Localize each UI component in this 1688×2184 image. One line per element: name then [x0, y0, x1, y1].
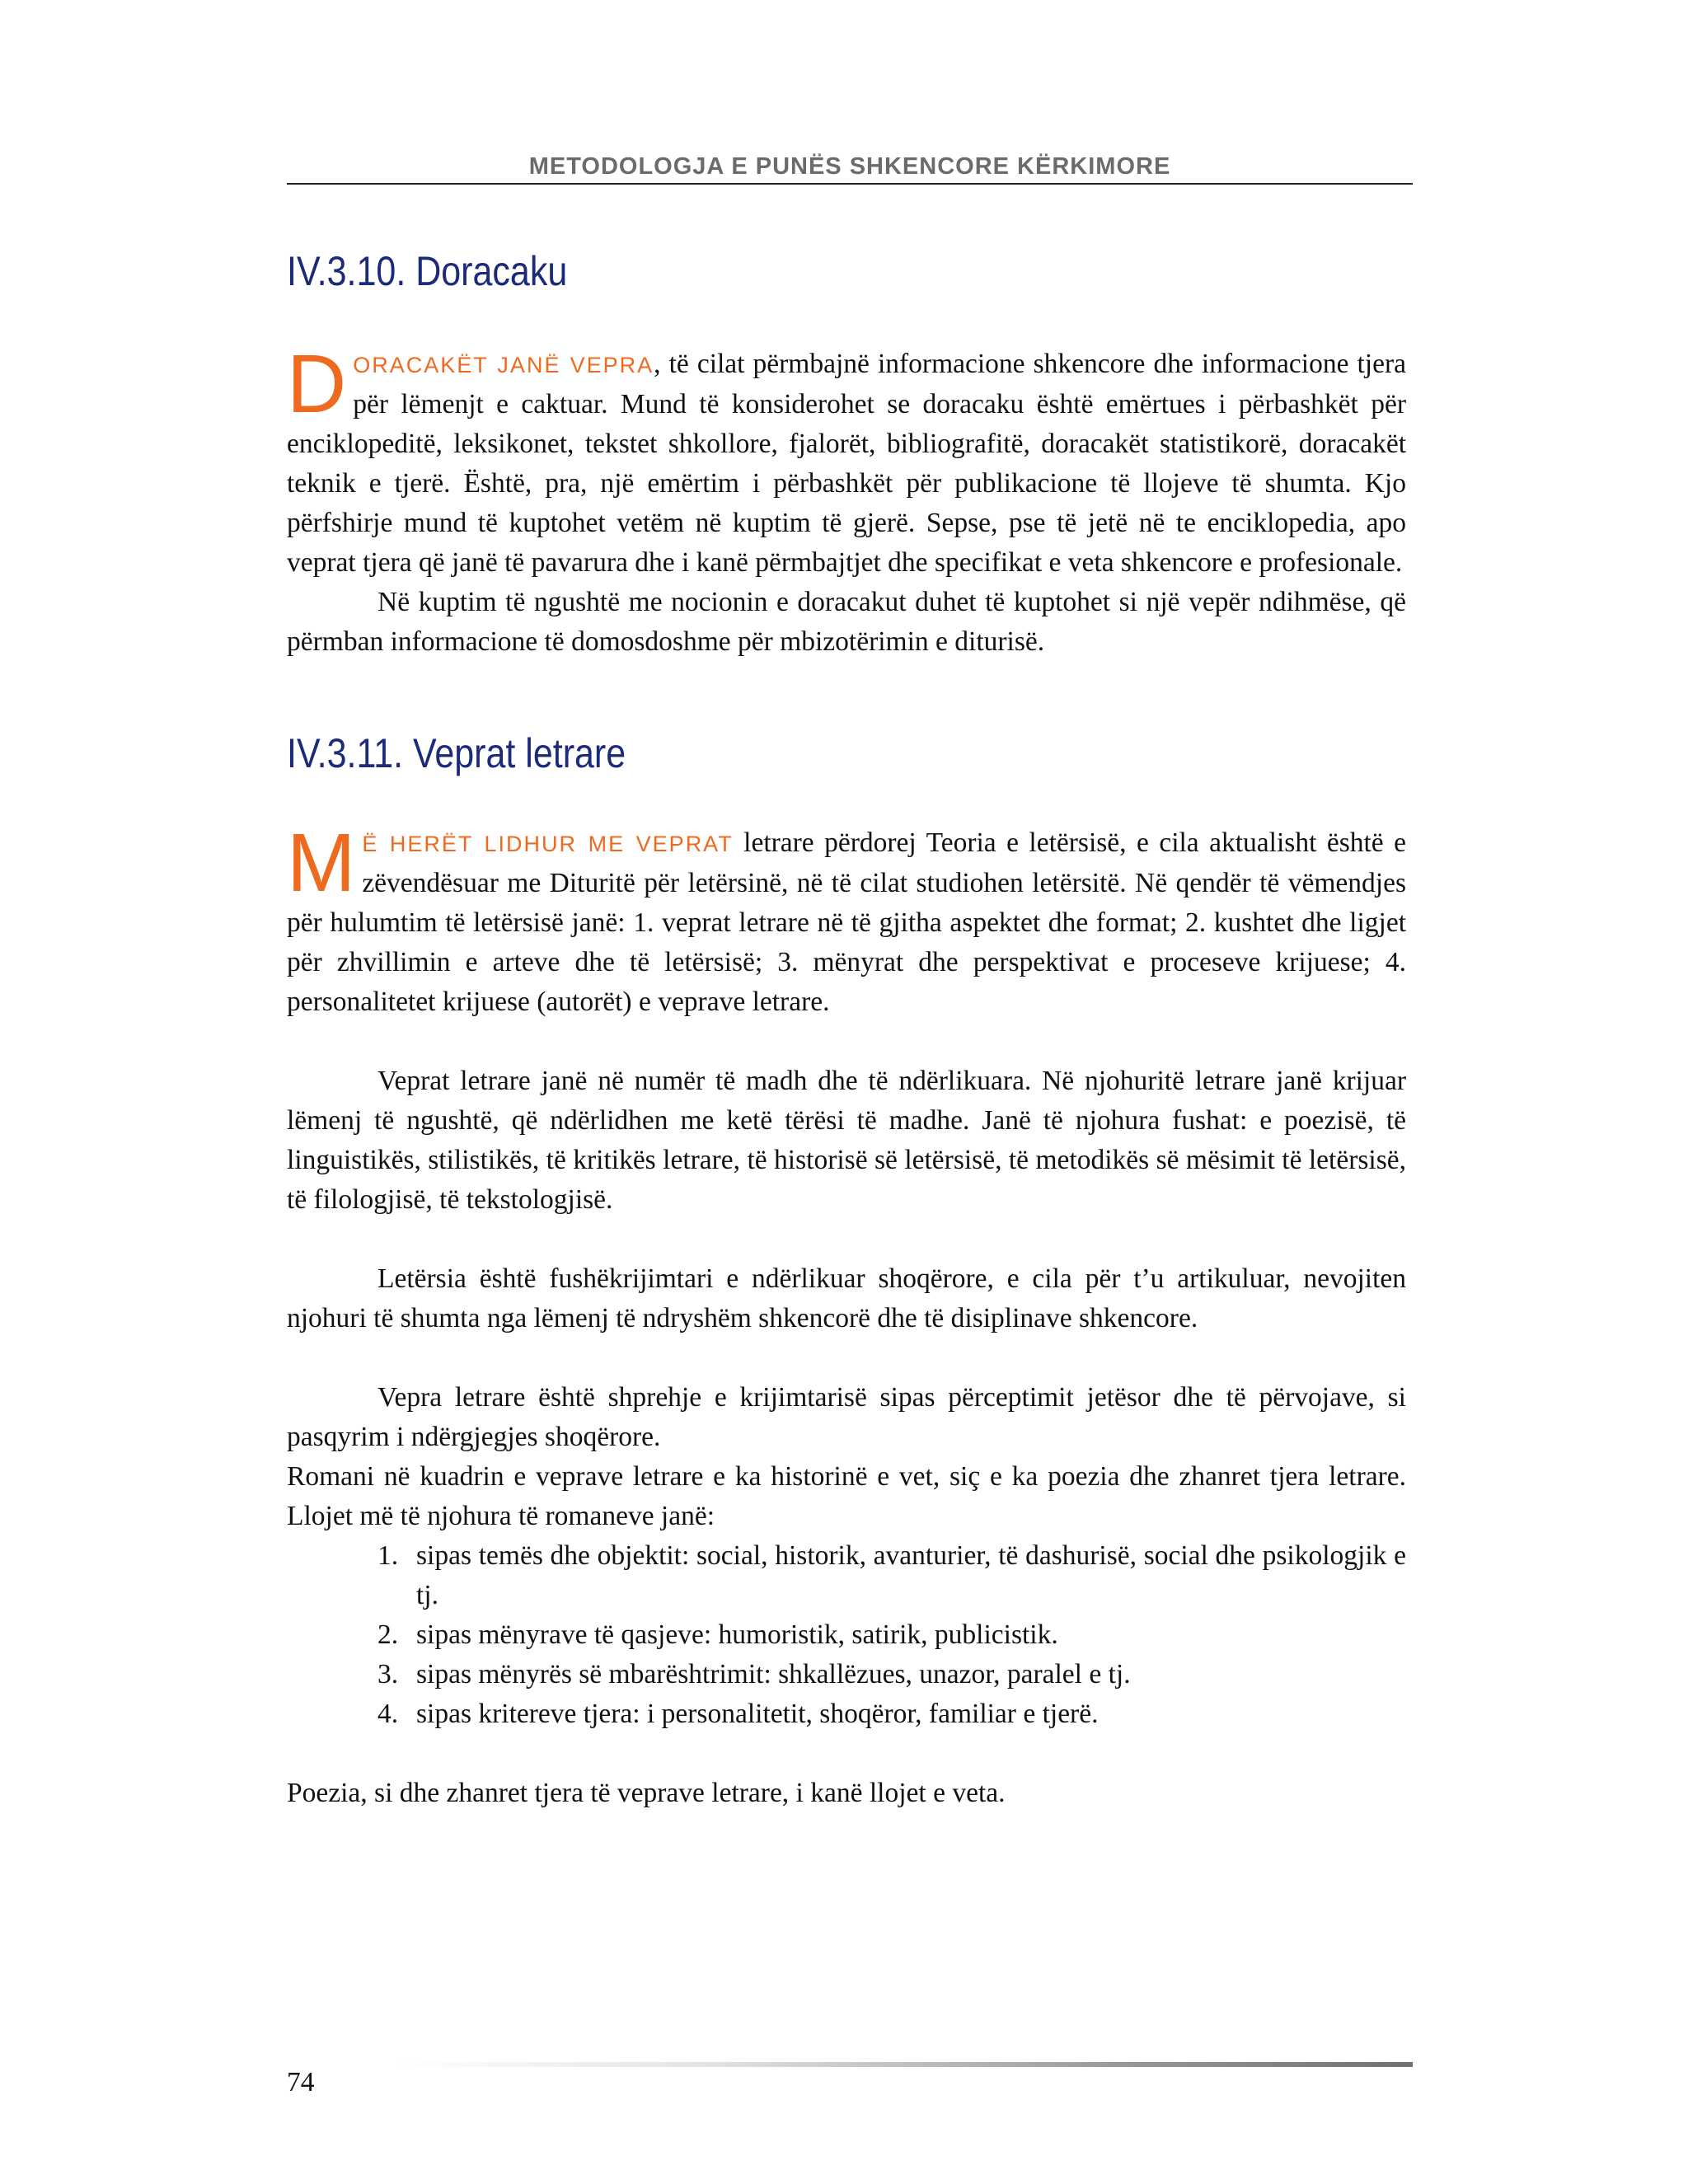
list-text: sipas mënyrave të qasjeve: humoristik, satirik, publicistik.	[416, 1619, 1058, 1650]
novel-types-list	[287, 1536, 1406, 1734]
list-number: 1.	[377, 1540, 399, 1571]
section-heading-doracaku: IV.3.10. Doracaku	[287, 248, 568, 294]
page-content	[287, 239, 1406, 1813]
list-number: 2.	[377, 1619, 399, 1650]
paragraph-text: letrare përdorej Teoria e letërsisë, e cila aktualisht është e zëvendësuar me Dituritë për letërsinë, në të cilat studiohen letërsitë. Në qendër të vëmendjes për hulumtim të letërsisë janë: 1. veprat letrare në të gjitha aspektet dhe format; 2. kushtet dhe ligjet për zhvillimin e arteve dhe të letërsisë; 3. mënyrat dhe perspektivat e proceseve krijuese; 4. personalitetet krijuese (autorët) e veprave letrare.	[287, 827, 1406, 1017]
smallcaps-lead: ORACAKËT JANË VEPRA	[353, 353, 654, 377]
paragraph-veprat-2: Veprat letrare janë në numër të madh dhe të ndërlikuara. Në njohuritë letrare janë krijuar lëmenj të ngushtë, që ndërlidhen me ketë tërësi të madhe. Janë të njohura fushat: e poezisë, të linguistikës, stilistikës, të kritikës letrare, të historisë së letërsisë, të metodikës së mësimit të letërsisë, të filologjisë, të tekstologjisë.	[287, 1066, 1406, 1215]
paragraph-veprat-3: Letërsia është fushëkrijimtari e ndërlikuar shoqërore, e cila për t’u artikuluar, nevojiten njohuri të shumta nga lëmenj të ndryshëm shkencorë dhe të disiplinave shkencore.	[287, 1263, 1406, 1333]
footer-rule	[396, 2062, 1413, 2067]
list-item	[377, 1694, 1406, 1734]
running-header: METODOLOGJA E PUNËS SHKENCORE KËRKIMORE	[528, 153, 1171, 180]
list-item	[377, 1655, 1406, 1694]
intro-paragraph-veprat	[287, 817, 1406, 1022]
paragraph-veprat-4: Vepra letrare është shprehje e krijimtarisë sipas përceptimit jetësor dhe të përvojave, si pasqyrim i ndërgjegjes shoqërore.	[287, 1382, 1406, 1452]
list-item	[377, 1615, 1406, 1655]
dropcap-letter: M	[287, 817, 356, 909]
intro-paragraph-doracaku	[287, 338, 1407, 583]
paragraph-romani-intro: Romani në kuadrin e veprave letrare e ka historinë e vet, siç e ka poezia dhe zhanret tjera letrare. Llojet më të njohura të romaneve janë:	[287, 1461, 1406, 1531]
paragraph-text: , të cilat përmbajnë informacione shkencore dhe informacione tjera për lëmenjt e caktuar. Mund të konsiderohet se doracaku është emërtues i përbashkët për enciklopeditë, leksikonet, tekstet shkollore, fjalorët, bibliografitë, doracakët statistikorë, doracakët teknik e tjerë. Është, pra, një emërtim i përbashkët për publikacione të llojeve të shumta. Kjo përfshirje mund të kuptohet vetëm në kuptim të gjerë. Sepse, pse të jetë në te enciklopedia, apo veprat tjera që janë të pavarura dhe i kanë përmbajtjet dhe specifikat e veta shkencore e profesionale.	[287, 349, 1407, 578]
list-number: 3.	[377, 1659, 399, 1690]
list-text: sipas temës dhe objektit: social, historik, avanturier, të dashurisë, social dhe psikologjik e tj.	[416, 1540, 1406, 1610]
list-text: sipas mënyrës së mbarështrimit: shkallëzues, unazor, paralel e tj.	[416, 1659, 1131, 1690]
list-text: sipas kritereve tjera: i personalitetit, shoqëror, familiar e tjerë.	[416, 1699, 1099, 1729]
paragraph-doracaku-2: Në kuptim të ngushtë me nocionin e doracakut duhet të kuptohet si një vepër ndihmëse, që përmban informacione të domosdoshme për mbizotërimin e diturisë.	[287, 587, 1406, 657]
closing-paragraph: Poezia, si dhe zhanret tjera të veprave letrare, i kanë llojet e veta.	[287, 1778, 1006, 1808]
dropcap-letter: D	[287, 338, 347, 430]
list-number: 4.	[377, 1699, 399, 1729]
section-heading-veprat-letrare: IV.3.11. Veprat letrare	[287, 730, 626, 776]
header-rule	[287, 183, 1413, 185]
smallcaps-lead: Ë HERËT LIDHUR ME VEPRAT	[362, 832, 734, 856]
page-number: 74	[287, 2067, 315, 2097]
list-item	[377, 1536, 1406, 1615]
